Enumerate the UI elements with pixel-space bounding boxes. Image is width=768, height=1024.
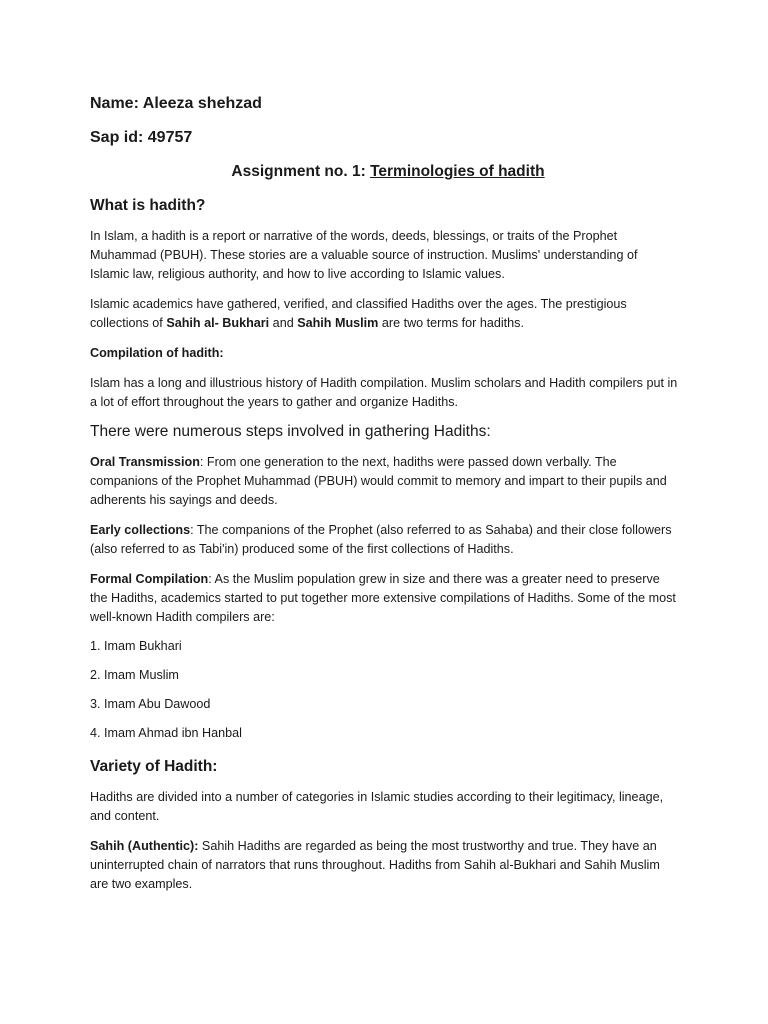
paragraph-sahih <box>90 837 680 894</box>
early-collections-label: Early collections <box>90 523 191 537</box>
student-name: Name: Aleeza shehzad <box>90 95 262 112</box>
assignment-title <box>90 162 680 182</box>
heading-variety-of-hadith: Variety of Hadith: <box>90 758 218 775</box>
sahih-bukhari-term: Sahih al- Bukhari <box>166 316 270 330</box>
paragraph-formal-compilation <box>90 570 680 627</box>
sahih-label: Sahih (Authentic): <box>90 839 199 853</box>
assignment-topic: Terminologies of hadith <box>370 163 545 180</box>
sahih-text: Sahih Hadiths are regarded as being the most trustworthy and true. They have an uninterrupted chain of narrators that runs throughout. Hadiths from Sahih al-Bukhari and Sahih Muslim are two examples. <box>90 839 660 891</box>
collections-text-mid: and <box>269 316 298 330</box>
heading-what-is-hadith: What is hadith? <box>90 197 206 214</box>
early-collections-text: : The companions of the Prophet (also referred to as Sahaba) and their close followers (also referred to as Tabi'in) produced some of the first collections of Hadiths. <box>90 523 672 556</box>
sahih-muslim-term: Sahih Muslim <box>297 316 379 330</box>
list-item: 4. Imam Ahmad ibn Hanbal <box>90 726 242 740</box>
heading-compilation: Compilation of hadith: <box>90 346 224 360</box>
paragraph-compilation: Islam has a long and illustrious history of Hadith compilation. Muslim scholars and Hadith compilers put in a lot of effort throughout the years to gather and organize Hadiths. <box>90 376 678 409</box>
list-item: 3. Imam Abu Dawood <box>90 697 211 711</box>
document-page <box>90 94 680 894</box>
sap-id: Sap id: 49757 <box>90 129 193 146</box>
collections-text-end: are two terms for hadiths. <box>378 316 524 330</box>
formal-compilation-label: Formal Compilation <box>90 572 209 586</box>
collections-text-start: Islamic academics have gathered, verified, and classified Hadiths over the ages. The prestigious collections of <box>90 297 627 330</box>
steps-intro: There were numerous steps involved in gathering Hadiths: <box>90 423 491 440</box>
formal-compilation-text: : As the Muslim population grew in size and there was a greater need to preserve the Hadiths, academics started to put together more extensive compilations of Hadiths. Some of the most well-known Hadith compilers are: <box>90 572 676 624</box>
paragraph-variety: Hadiths are divided into a number of categories in Islamic studies according to their legitimacy, lineage, and content. <box>90 790 664 823</box>
paragraph-oral-transmission <box>90 453 680 510</box>
oral-transmission-text: : From one generation to the next, hadiths were passed down verbally. The companions of the Prophet Muhammad (PBUH) would commit to memory and impart to their pupils and adherents his sayings and deeds. <box>90 455 667 507</box>
paragraph-early-collections <box>90 521 680 559</box>
paragraph-hadith-definition: In Islam, a hadith is a report or narrative of the words, deeds, blessings, or traits of the Prophet Muhammad (PBUH). These stories are a valuable source of instruction. Muslims' understanding of Islamic law, religious authority, and how to live according to Islamic values. <box>90 229 638 281</box>
list-item: 1. Imam Bukhari <box>90 639 182 653</box>
oral-transmission-label: Oral Transmission <box>90 455 200 469</box>
paragraph-hadith-collections <box>90 295 680 333</box>
list-item: 2. Imam Muslim <box>90 668 179 682</box>
assignment-prefix: Assignment no. 1: <box>231 163 371 180</box>
